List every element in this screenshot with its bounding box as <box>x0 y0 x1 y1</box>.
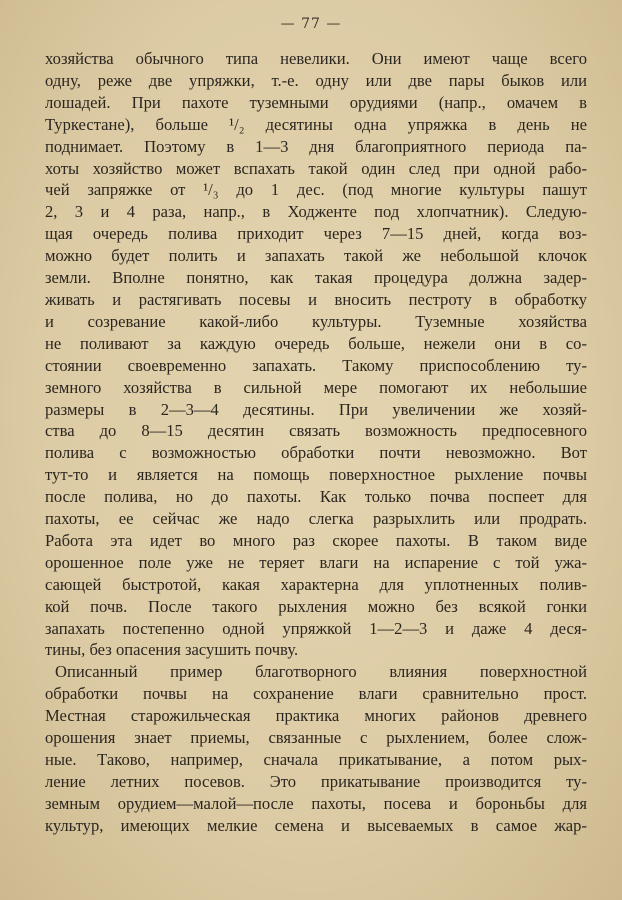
text-line: Описанный пример благотворного влияния поверхностной <box>55 662 587 682</box>
text-line: Работа эта идет во много раз скорее пахоты. В таком виде <box>45 530 587 550</box>
text-line: земным орудием—малой—после пахоты, посева и бороньбы для <box>45 793 587 813</box>
text-line: земли. Вполне понятно, как такая процедура должна задер- <box>45 268 587 288</box>
text-line: запахать постепенно одной упряжкой 1—2—3 и даже 4 деся- <box>45 618 587 638</box>
text-line: и созревание какой-либо культуры. Туземные хозяйства <box>45 311 587 331</box>
text-line: тут-то и является на помощь поверхностное рыхление почвы <box>45 465 587 485</box>
text-line: земного хозяйства в сильной мере помогают их небольшие <box>45 377 587 397</box>
text-line: хозяйства обычного типа невелики. Они имеют чаще всего <box>45 49 587 68</box>
text-line: ства до 8—15 десятин связать возможность предпосевного <box>45 421 587 441</box>
text-line: ление летних посевов. Это прикатывание производится ту- <box>45 771 587 791</box>
text-line: одну, реже две упряжки, т.-е. одну или две пары быков или <box>45 70 587 90</box>
text-line: поднимает. Поэтому в 1—3 дня благоприятного периода па- <box>45 136 587 156</box>
text-line: сающей быстротой, какая характерна для уплотненных полив- <box>45 574 587 594</box>
text-line: после полива, но до пахоты. Как только почва поспеет для <box>45 487 587 507</box>
text-line: тины, без опасения засушить почву. <box>45 640 299 660</box>
text-line: 2, 3 и 4 раза, напр., в Ходженте под хлопчатник). Следую- <box>45 202 587 222</box>
text-line: обработки почвы на сохранение влаги сравнительно прост. <box>45 684 587 704</box>
text-line: полива с возможностью обработки почти невозможно. Вот <box>45 443 587 463</box>
text-line: орошенное поле уже не теряет влаги на испарение с той ужа- <box>45 552 587 572</box>
text-line: живать и растягивать посевы и вносить пестроту в обработку <box>45 289 587 309</box>
text-line: пахоты, ее сейчас же надо слегка разрыхлить или продрать. <box>45 509 587 529</box>
text-line: кой почв. После такого рыхления можно без всякой гонки <box>45 596 587 616</box>
text-line: щая очередь полива приходит через 7—15 дней, когда воз- <box>45 224 587 244</box>
text-line: хоты хозяйство может вспахать такой один след при одной рабо- <box>45 158 587 178</box>
text-line: орошения знает приемы, связанные с рыхлением, более слож- <box>45 728 587 748</box>
body-text <box>45 48 587 837</box>
text-line: размеры в 2—3—4 десятины. При увеличении же хозяй- <box>45 399 587 419</box>
text-line: не поливают за каждую очередь больше, нежели они в со- <box>45 333 587 353</box>
text-line: Местная старожильческая практика многих районов древнего <box>45 706 587 726</box>
text-line: ные. Таково, например, сначала прикатывание, а потом рых- <box>45 750 587 769</box>
text-line: лошадей. При пахоте туземными орудиями (напр., омачем в <box>45 92 587 112</box>
text-line: можно будет полить и запахать такой же небольшой клочок <box>45 246 587 266</box>
text-line: чей запряжке от ¹/₃ до 1 дес. (под многие культуры пашут <box>45 180 587 200</box>
text-line: Туркестане), больше ¹/₂ десятины одна упряжка в день не <box>45 114 587 134</box>
page-number: — 77 — <box>280 16 342 32</box>
text-line: культур, имеющих мелкие семена и высеваемых в самое жар- <box>45 815 587 835</box>
text-line: стоянии своевременно запахать. Такому приспособлению ту- <box>45 355 587 375</box>
